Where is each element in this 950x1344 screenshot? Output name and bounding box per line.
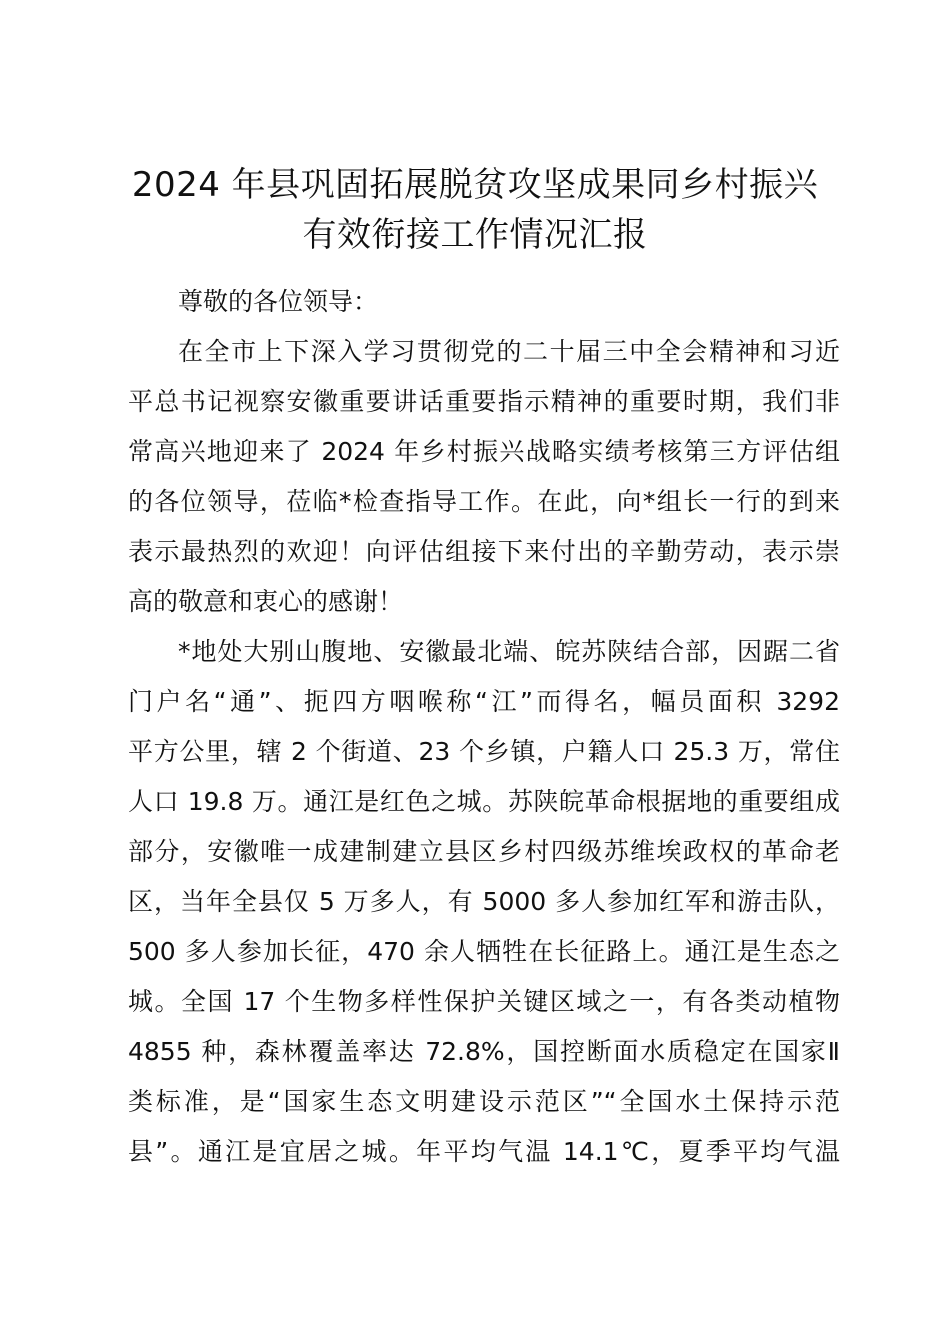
- paragraph-2-line: 人口 19.8 万。通江是红色之城。苏陕皖革命根据地的重要组成: [128, 787, 840, 816]
- paragraph-1-line: 高的敬意和衷心的感谢！: [128, 587, 404, 616]
- paragraph-2-line: 城。全国 17 个生物多样性保护关键区域之一，有各类动植物: [128, 987, 840, 1016]
- salutation: 尊敬的各位领导：: [178, 287, 379, 316]
- document-body: [128, 277, 840, 1177]
- paragraph-2-line: 4855 种，森林覆盖率达 72.8%，国控断面水质稳定在国家Ⅱ: [128, 1037, 840, 1066]
- paragraph-1-line: 表示最热烈的欢迎！向评估组接下来付出的辛勤劳动，表示崇: [128, 537, 840, 566]
- document-title-line-1: 2024 年县巩固拓展脱贫攻坚成果同乡村振兴: [131, 165, 819, 205]
- paragraph-2-line: 门户名“通”、扼四方咽喉称“江”而得名，幅员面积 3292: [128, 687, 840, 716]
- paragraph-2-line: 县”。通江是宜居之城。年平均气温 14.1℃，夏季平均气温: [128, 1137, 840, 1166]
- document-title-line-2: 有效衔接工作情况汇报: [302, 215, 648, 255]
- paragraph-2-line: 平方公里，辖 2 个街道、23 个乡镇，户籍人口 25.3 万，常住: [128, 737, 840, 766]
- paragraph-1-line: 的各位领导，莅临*检查指导工作。在此，向*组长一行的到来: [128, 487, 840, 516]
- paragraph-2: [128, 627, 840, 1177]
- paragraph-1-line: 在全市上下深入学习贯彻党的二十届三中全会精神和习近: [178, 337, 840, 366]
- paragraph-2-line: 区，当年全县仅 5 万多人，有 5000 多人参加红军和游击队，: [128, 887, 840, 916]
- paragraph-1-line: 常高兴地迎来了 2024 年乡村振兴战略实绩考核第三方评估组: [128, 437, 840, 466]
- paragraph-2-line: 部分，安徽唯一成建制建立县区乡村四级苏维埃政权的革命老: [128, 837, 840, 866]
- paragraph-2-line: 500 多人参加长征，470 余人牺牲在长征路上。通江是生态之: [128, 937, 840, 966]
- paragraph-2-line: 类标准，是“国家生态文明建设示范区”“全国水土保持示范: [128, 1087, 840, 1116]
- paragraph-1-line: 平总书记视察安徽重要讲话重要指示精神的重要时期，我们非: [128, 387, 840, 416]
- paragraph-2-line: *地处大别山腹地、安徽最北端、皖苏陕结合部，因踞二省: [178, 637, 840, 666]
- paragraph-1: [128, 327, 840, 627]
